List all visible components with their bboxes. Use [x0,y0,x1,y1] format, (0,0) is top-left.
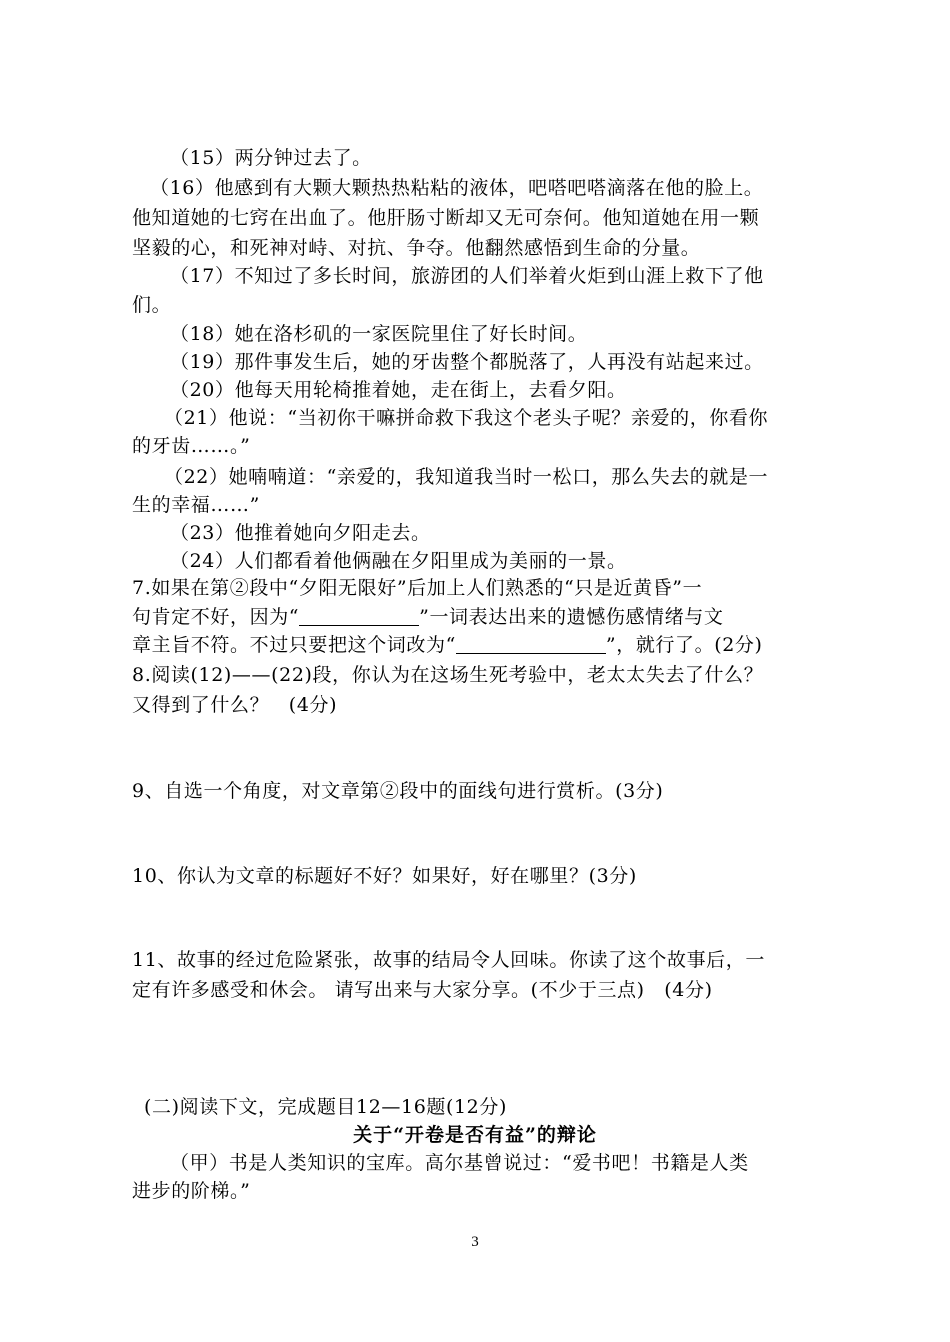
question-7-text-a: 句肯定不好，因为“ [132,606,300,628]
question-7-line-3 [132,630,763,657]
question-7-line-2 [132,602,723,629]
paragraph-22-line-1: （22）她喃喃道：“亲爱的，我知道我当时一松口，那么失去的就是一 [164,466,769,488]
question-11-line-2: 定有许多感受和休会。 请写出来与大家分享。(不少于三点) (4分) [132,979,713,1001]
question-7-text-b: ”一词表达出来的遗憾伤感情绪与文 [419,606,724,628]
paragraph-21-line-2: 的牙齿……。” [132,435,251,457]
question-8-line-1: 8.阅读(12)——(22)段，你认为在这场生死考验中，老太太失去了什么？ [132,664,764,686]
question-7-line-1: 7.如果在第②段中“夕阳无限好”后加上人们熟悉的“只是近黄昏”一 [132,577,703,599]
answer-blank-2[interactable] [456,635,606,654]
question-7-text-c: 章主旨不符。不过只要把这个词改为“ [132,634,456,656]
paragraph-22-line-2: 生的幸福……” [132,494,260,516]
paragraph-16-line-3: 坚毅的心，和死神对峙、对抗、争夺。他翻然感悟到生命的分量。 [132,237,701,259]
page-number: 3 [471,1234,479,1250]
paragraph-16-line-1: （16）他感到有大颗大颗热热粘粘的液体，吧嗒吧嗒滴落在他的脸上。 [150,177,764,199]
paragraph-21-line-1: （21）他说：“当初你干嘛拼命救下我这个老头子呢？亲爱的，你看你 [164,407,769,429]
section-2-heading: (二)阅读下文，完成题目12—16题(12分) [144,1096,507,1118]
paragraph-15: （15）两分钟过去了。 [170,147,372,169]
paragraph-20: （20）他每天用轮椅推着她，走在街上，去看夕阳。 [170,379,627,401]
question-10: 10、你认为文章的标题好不好？如果好，好在哪里？(3分) [132,865,637,887]
question-7-text-d: ”，就行了。(2分) [605,634,763,656]
paragraph-jia-line-2: 进步的阶梯。” [132,1180,251,1202]
paragraph-16-line-2: 他知道她的七窍在出血了。他肝肠寸断却又无可奈何。他知道她在用一颗 [132,207,760,229]
paragraph-23: （23）他推着她向夕阳走去。 [170,522,431,544]
question-9: 9、自选一个角度，对文章第②段中的面线句进行赏析。(3分) [132,780,664,802]
paragraph-17-line-2: 们。 [132,294,172,316]
answer-blank-1[interactable] [299,607,419,626]
question-8-line-2: 又得到了什么？ (4分) [132,694,338,716]
article-title: 关于“开卷是否有益”的辩论 [353,1124,597,1146]
paragraph-24: （24）人们都看着他俩融在夕阳里成为美丽的一景。 [170,550,627,572]
paragraph-19: （19）那件事发生后，她的牙齿整个都脱落了，人再没有站起来过。 [170,351,764,373]
paragraph-jia-line-1: （甲）书是人类知识的宝库。高尔基曾说过：“爱书吧！书籍是人类 [170,1152,749,1174]
paragraph-18: （18）她在洛杉矶的一家医院里住了好长时间。 [170,323,588,345]
question-11-line-1: 11、故事的经过危险紧张，故事的结局令人回味。你读了这个故事后，一 [132,949,765,971]
paragraph-17-line-1: （17）不知过了多长时间，旅游团的人们举着火炬到山涯上救下了他 [170,265,764,287]
